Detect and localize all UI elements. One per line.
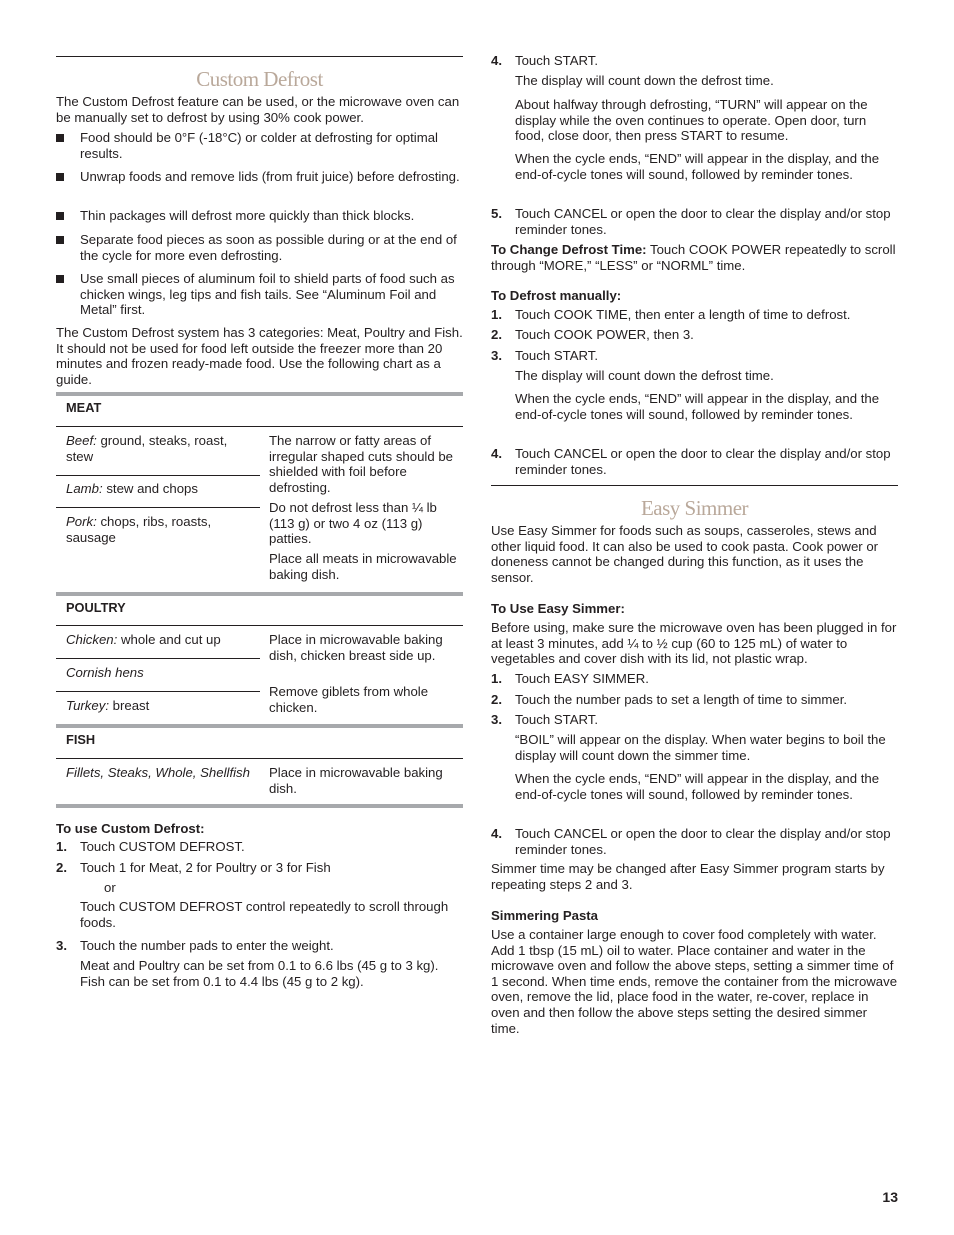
chart-rule (56, 426, 463, 427)
step-note: “BOIL” will appear on the display. When water begins to boil the display will count down the simmer time. (515, 732, 886, 763)
chart-food-cell: Lamb: stew and chops (66, 481, 198, 496)
chart-bar (56, 592, 463, 596)
chart-note-cell: Place in microwavable baking dish, chicken breast side up. (269, 632, 443, 663)
use-custom-defrost-heading: To use Custom Defrost: (56, 821, 205, 836)
step-note: The display will count down the defrost time. (515, 73, 774, 88)
simmering-pasta-text: Use a container large enough to cover food completely with water. Add 1 tbsp (15 mL) oil to water. Place container and water in the microwave oven and follow the above steps, setting a simmer time of 1 second. When time ends, remove the container from the microwave oven, remove the lid, place food in the water, re-cover, replace in oven and then follow the above steps setting the desired simmer time. (491, 927, 898, 1036)
step-note: When the cycle ends, “END” will appear in the display, and the end-of-cycle tones will sound, followed by reminder tones. (515, 391, 880, 422)
chart-row-rule (56, 507, 260, 508)
easy-simmer-after-text: Simmer time may be changed after Easy Simmer program starts by repeating steps 2 and 3. (491, 861, 885, 892)
bullet-square-icon (56, 212, 64, 220)
chart-note-cell: The narrow or fatty areas of irregular shaped cuts should be shielded with foil before defrosting. (269, 433, 454, 495)
chart-row-rule (56, 658, 260, 659)
chart-note-cell: Place all meats in microwavable baking dish. (269, 551, 457, 582)
chart-category-meat: MEAT (66, 400, 102, 415)
chart-food-cell: Turkey: breast (66, 698, 150, 713)
chart-row-rule (56, 691, 260, 692)
chart-note-cell: Place in microwavable baking dish. (269, 765, 443, 796)
chart-note-cell: Remove giblets from whole chicken. (269, 684, 429, 715)
bullet-square-icon (56, 134, 64, 142)
easy-simmer-title: Easy Simmer (640, 496, 749, 520)
step-note: The display will count down the defrost time. (515, 368, 774, 383)
chart-rule (56, 625, 463, 626)
step-note: Touch CUSTOM DEFROST control repeatedly to scroll through foods. (80, 899, 449, 930)
easy-simmer-use-intro: Before using, make sure the microwave oven has been plugged in for at least 3 minutes, add ¼ to ½ cup (60 to 125 mL) of water to vegetables and cover dish with its lid, not plastic wrap. (491, 620, 897, 667)
custom-defrost-system-text: The Custom Defrost system has 3 categories: Meat, Poultry and Fish. It should not be used for food left outside the freezer more than 20 minutes and frozen ready-made food. Use the following chart as a guide. (56, 325, 463, 387)
use-easy-simmer-heading: To Use Easy Simmer: (491, 601, 625, 616)
defrost-manually-heading: To Defrost manually: (491, 288, 622, 303)
step-note: When the cycle ends, “END” will appear in the display, and the end-of-cycle tones will sound, followed by reminder tones. (515, 151, 880, 182)
custom-defrost-intro: The Custom Defrost feature can be used, or the microwave oven can be manually set to defrost by using 30% cook power. (56, 94, 460, 125)
simmering-pasta-heading: Simmering Pasta (491, 908, 599, 923)
chart-bar (56, 392, 463, 396)
step-note: About halfway through defrosting, “TURN” will appear on the display while the oven continues to operate. Open door, turn food, close door, then press START to resume. (515, 97, 868, 144)
chart-category-fish: FISH (66, 732, 96, 747)
chart-bar (56, 804, 463, 808)
section-rule (491, 485, 898, 486)
chart-food-cell: Cornish hens (66, 665, 144, 680)
chart-rule (56, 758, 463, 759)
chart-food-cell: Chicken: whole and cut up (66, 632, 221, 647)
bullet-square-icon (56, 275, 64, 283)
chart-category-poultry: POULTRY (66, 600, 126, 615)
step-note: When the cycle ends, “END” will appear in the display, and the end-of-cycle tones will sound, followed by reminder tones. (515, 771, 880, 802)
chart-row-rule (56, 475, 260, 476)
bullet-square-icon (56, 236, 64, 244)
chart-food-cell: Beef: ground, steaks, roast, stew (66, 433, 228, 464)
chart-note-cell: Do not defrost less than ¼ lb (113 g) or two 4 oz (113 g) patties. (269, 500, 437, 547)
chart-bar (56, 724, 463, 728)
step-or-text: or (104, 880, 116, 895)
chart-food-cell: Pork: chops, ribs, roasts, sausage (66, 514, 212, 545)
step-note: Meat and Poultry can be set from 0.1 to 6.6 lbs (45 g to 3 kg). Fish can be set from 0.1 to 4.4 lbs (45 g to 2 kg). (80, 958, 439, 989)
page-number: 13 (882, 1189, 898, 1205)
change-defrost-time-text: To Change Defrost Time: Touch COOK POWER repeatedly to scroll through “MORE,” “LESS” or “NORML” time. (491, 242, 896, 273)
chart-food-cell: Fillets, Steaks, Whole, Shellfish (66, 765, 250, 780)
custom-defrost-title: Custom Defrost (196, 67, 323, 91)
section-rule (56, 56, 463, 57)
easy-simmer-intro: Use Easy Simmer for foods such as soups, casseroles, stews and other liquid food. It can also be used to cook pasta. Cook power or doneness cannot be changed during this function, as it uses the sensor. (491, 523, 879, 585)
bullet-square-icon (56, 173, 64, 181)
